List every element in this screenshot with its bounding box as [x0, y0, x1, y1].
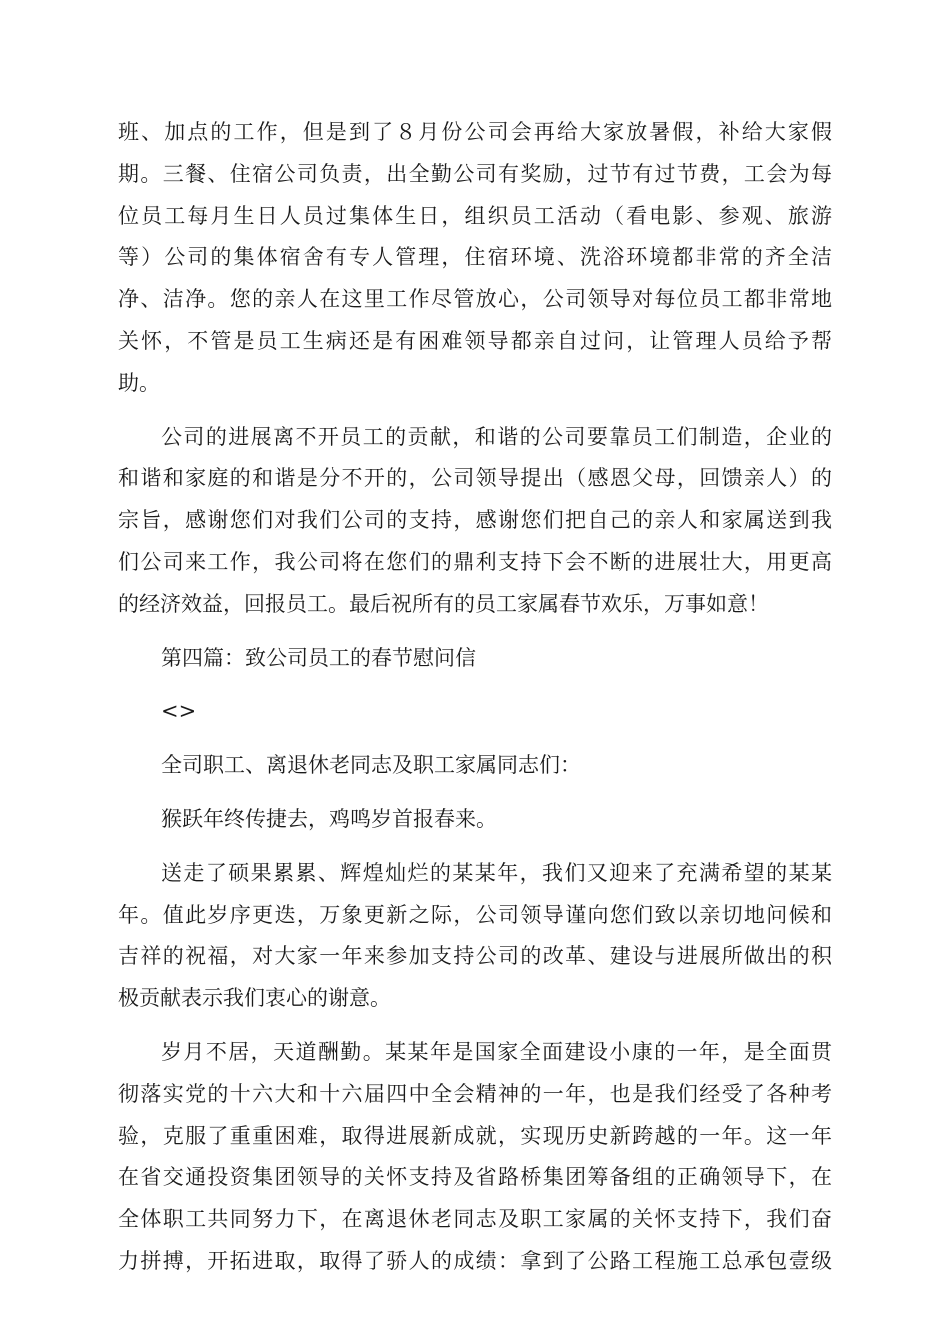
body-line: 等）公司的集体宿舍有专人管理，住宿环境、洗浴环境都非常的齐全洁	[118, 245, 832, 270]
body-line: 和谐和家庭的和谐是分不开的，公司领导提出（感恩父母，回馈亲人）的	[118, 466, 832, 491]
body-line: 净、洁净。您的亲人在这里工作尽管放心，公司领导对每位员工都非常地	[118, 287, 832, 312]
body-line: 在省交通投资集团领导的关怀支持及省路桥集团筹备组的正确领导下，在	[118, 1165, 832, 1190]
body-line: 位员工每月生日人员过集体生日，组织员工活动（看电影、参观、旅游	[118, 203, 832, 228]
section-heading: 第四篇：致公司员工的春节慰问信	[161, 645, 476, 670]
body-line: 极贡献表示我们衷心的谢意。	[118, 986, 391, 1011]
body-line: 班、加点的工作，但是到了８月份公司会再给大家放暑假，补给大家假	[118, 120, 832, 144]
body-line: 送走了硕果累累、辉煌灿烂的某某年，我们又迎来了充满希望的某某	[161, 860, 832, 885]
body-line: 验，克服了重重困难，取得进展新成就，实现历史新跨越的一年。这一年	[118, 1123, 832, 1148]
body-line: 期。三餐、住宿公司负责，出全勤公司有奖励，过节有过节费，工会为每	[118, 161, 832, 186]
document-body	[118, 112, 832, 1283]
placeholder-marker: <>	[161, 699, 197, 724]
body-line: 吉祥的祝福，对大家一年来参加支持公司的改革、建设与进展所做出的积	[118, 944, 832, 969]
salutation: 全司职工、离退休老同志及职工家属同志们：	[161, 753, 581, 778]
body-line: 助。	[118, 370, 160, 395]
body-line: 彻落实党的十六大和十六届四中全会精神的一年，也是我们经受了各种考	[118, 1081, 832, 1106]
body-line: 力拼搏，开拓进取，取得了骄人的成绩：拿到了公路工程施工总承包壹级	[118, 1248, 832, 1273]
body-line: 年。值此岁序更迭，万象更新之际，公司领导谨向您们致以亲切地问候和	[118, 902, 832, 927]
body-line: 的经济效益，回报员工。最后祝所有的员工家属春节欢乐，万事如意！	[118, 591, 769, 616]
body-line: 岁月不居，天道酬勤。某某年是国家全面建设小康的一年，是全面贯	[161, 1039, 832, 1064]
body-line: 全体职工共同努力下，在离退休老同志及职工家属的关怀支持下，我们奋	[118, 1207, 832, 1232]
couplet: 猴跃年终传捷去，鸡鸣岁首报春来。	[161, 806, 497, 831]
body-line: 们公司来工作，我公司将在您们的鼎利支持下会不断的进展壮大，用更高	[118, 549, 832, 574]
body-line: 公司的进展离不开员工的贡献，和谐的公司要靠员工们制造，企业的	[161, 424, 832, 449]
body-line: 关怀，不管是员工生病还是有困难领导都亲自过问，让管理人员给予帮	[118, 328, 832, 353]
body-line: 宗旨，感谢您们对我们公司的支持，感谢您们把自己的亲人和家属送到我	[118, 508, 832, 533]
